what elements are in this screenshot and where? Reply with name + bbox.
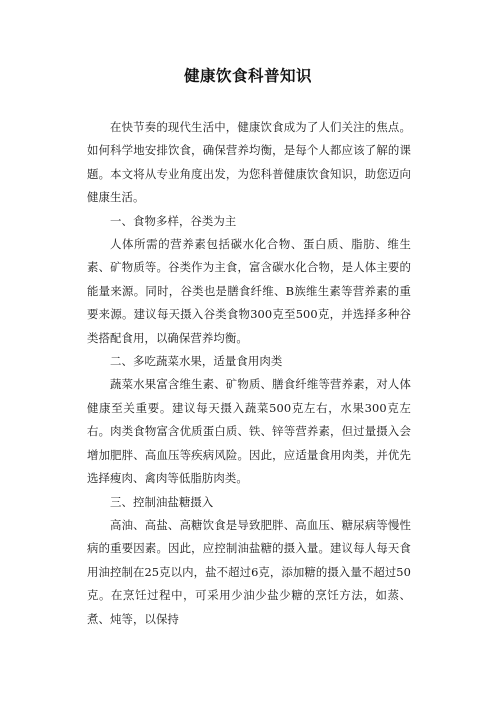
section-2-paragraph: 蔬菜水果富含维生素、矿物质、膳食纤维等营养素，对人体健康至关重要。建议每天摄入蔬菜500克左右，水果300克左右。肉类食物富含优质蛋白质、铁、锌等营养素，但过量摄入会增加肥胖、高血压等疾病风险。因此，应适量食用肉类，并优先选择瘦肉、禽肉等低脂肪肉类。	[87, 377, 411, 486]
section-2-heading: 二、多吃蔬菜水果，适量食用肉类	[110, 354, 283, 369]
document-body	[87, 116, 411, 631]
section-1-paragraph: 人体所需的营养素包括碳水化合物、蛋白质、脂肪、维生素、矿物质等。谷类作为主食，富含碳水化合物，是人体主要的能量来源。同时，谷类也是膳食纤维、B族维生素等营养素的重要来源。建议每天摄入谷类食物300克至500克，并选择多种谷类搭配食用，以确保营养均衡。	[87, 237, 411, 345]
section-1-heading: 一、食物多样，谷类为主	[110, 213, 237, 228]
section-3-heading: 三、控制油盐糖摄入	[110, 494, 214, 509]
section-3-paragraph: 高油、高盐、高糖饮食是导致肥胖、高血压、糖尿病等慢性病的重要因素。因此，应控制油盐糖的摄入量。建议每人每天食用油控制在25克以内，盐不超过6克，添加糖的摄入量不超过50克。在烹饪过程中，可采用少油少盐少糖的烹饪方法，如蒸、煮、炖等，以保持	[87, 517, 412, 626]
document-title: 健康饮食科普知识	[183, 67, 312, 85]
intro-paragraph: 在快节奏的现代生活中，健康饮食成为了人们关注的焦点。如何科学地安排饮食，确保营养均衡，是每个人都应该了解的课题。本文将从专业角度出发，为您科普健康饮食知识，助您迈向健康生活。	[87, 120, 411, 205]
